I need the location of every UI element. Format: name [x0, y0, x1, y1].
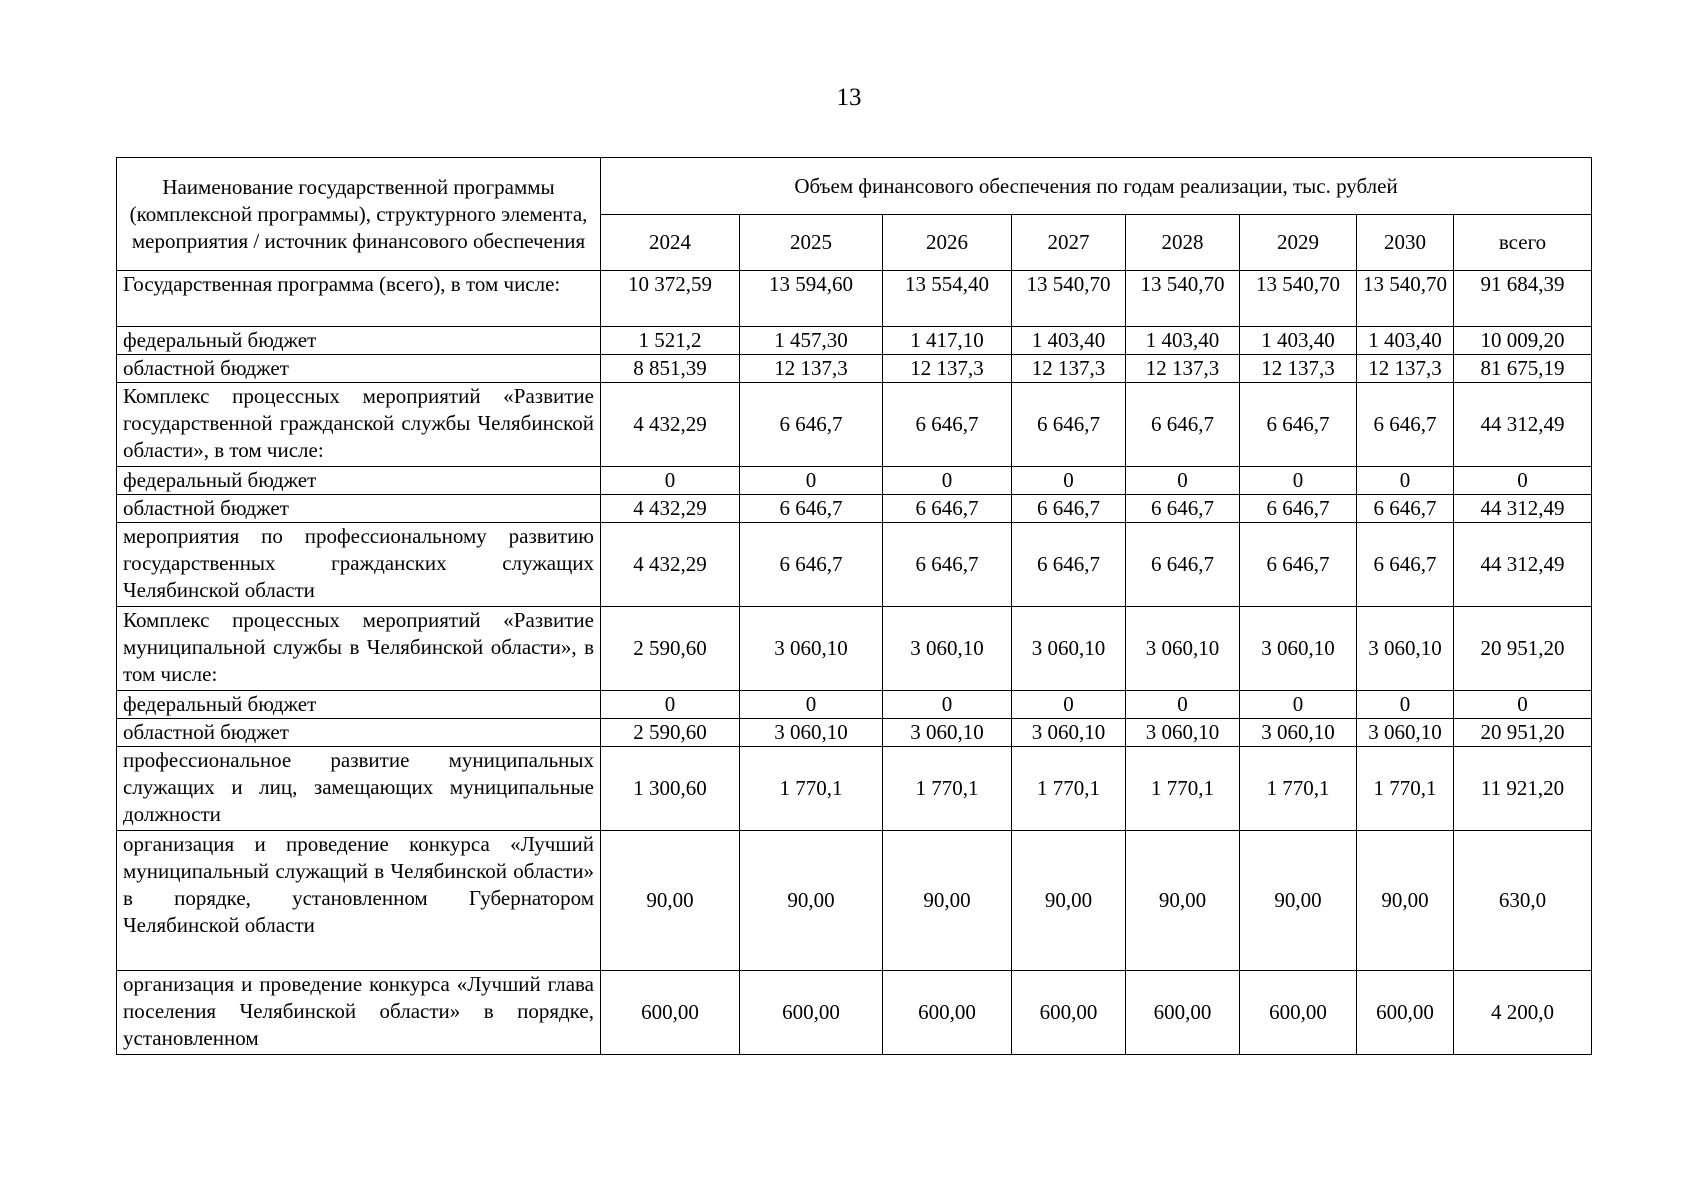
value-cell: 1 457,30: [740, 327, 883, 355]
total-cell: 0: [1454, 691, 1592, 719]
total-cell: 630,0: [1454, 831, 1592, 971]
value-cell: 6 646,7: [1126, 495, 1240, 523]
value-cell: 1 300,60: [601, 747, 740, 831]
value-cell: 12 137,3: [1126, 355, 1240, 383]
value-cell: 3 060,10: [1012, 607, 1126, 691]
value-cell: 12 137,3: [1240, 355, 1357, 383]
value-cell: 6 646,7: [1012, 383, 1126, 467]
value-cell: 600,00: [1126, 971, 1240, 1055]
total-header: всего: [1454, 215, 1592, 271]
value-cell: 6 646,7: [740, 495, 883, 523]
value-cell: 1 770,1: [883, 747, 1012, 831]
value-cell: 3 060,10: [740, 719, 883, 747]
name-column-header: Наименование государственной программы (комплексной программы), структурного элемента, мероприятия / источник финансового обеспечения: [117, 158, 601, 271]
total-cell: 20 951,20: [1454, 607, 1592, 691]
value-cell: 6 646,7: [740, 523, 883, 607]
value-cell: 3 060,10: [1126, 719, 1240, 747]
value-cell: 6 646,7: [883, 495, 1012, 523]
value-cell: 6 646,7: [1126, 383, 1240, 467]
value-cell: 600,00: [1012, 971, 1126, 1055]
row-name: областной бюджет: [117, 355, 601, 383]
total-cell: 44 312,49: [1454, 523, 1592, 607]
value-cell: 90,00: [1126, 831, 1240, 971]
table-row: [117, 971, 1592, 1055]
table-row: [117, 467, 1592, 495]
financing-table: [116, 157, 1592, 1055]
table-row: [117, 607, 1592, 691]
value-cell: 0: [1126, 467, 1240, 495]
total-cell: 10 009,20: [1454, 327, 1592, 355]
value-cell: 12 137,3: [883, 355, 1012, 383]
value-cell: 1 770,1: [740, 747, 883, 831]
value-cell: 6 646,7: [1240, 523, 1357, 607]
value-cell: 0: [1357, 467, 1454, 495]
value-cell: 4 432,29: [601, 523, 740, 607]
value-cell: 1 521,2: [601, 327, 740, 355]
value-cell: 3 060,10: [1126, 607, 1240, 691]
value-cell: 3 060,10: [1012, 719, 1126, 747]
value-cell: 600,00: [601, 971, 740, 1055]
value-cell: 13 540,70: [1240, 271, 1357, 327]
value-cell: 8 851,39: [601, 355, 740, 383]
value-cell: 90,00: [601, 831, 740, 971]
value-cell: 3 060,10: [883, 607, 1012, 691]
table-row: [117, 327, 1592, 355]
value-cell: 0: [740, 691, 883, 719]
year-header: 2029: [1240, 215, 1357, 271]
value-cell: 0: [740, 467, 883, 495]
table-row: [117, 747, 1592, 831]
value-cell: 13 540,70: [1012, 271, 1126, 327]
total-cell: 44 312,49: [1454, 495, 1592, 523]
value-cell: 0: [601, 691, 740, 719]
value-cell: 4 432,29: [601, 383, 740, 467]
row-name: Государственная программа (всего), в том числе:: [117, 271, 601, 327]
value-cell: 6 646,7: [883, 383, 1012, 467]
year-header: 2030: [1357, 215, 1454, 271]
row-name-text: организация и проведение конкурса «Лучший глава поселения Челябинской области» в порядке, установленном: [123, 972, 594, 1050]
value-cell: 1 770,1: [1012, 747, 1126, 831]
value-cell: 6 646,7: [1357, 383, 1454, 467]
value-cell: 600,00: [1357, 971, 1454, 1055]
value-cell: 3 060,10: [1240, 607, 1357, 691]
value-cell: 600,00: [883, 971, 1012, 1055]
year-header: 2027: [1012, 215, 1126, 271]
value-cell: 12 137,3: [740, 355, 883, 383]
value-cell: 12 137,3: [1012, 355, 1126, 383]
value-cell: 0: [1357, 691, 1454, 719]
table-row: [117, 523, 1592, 607]
value-cell: 1 417,10: [883, 327, 1012, 355]
value-cell: 1 403,40: [1240, 327, 1357, 355]
page-number: 13: [836, 84, 862, 111]
value-cell: 1 403,40: [1357, 327, 1454, 355]
year-header: 2028: [1126, 215, 1240, 271]
value-cell: 1 770,1: [1240, 747, 1357, 831]
total-cell: 81 675,19: [1454, 355, 1592, 383]
value-cell: 1 770,1: [1357, 747, 1454, 831]
row-name: областной бюджет: [117, 719, 601, 747]
value-cell: 10 372,59: [601, 271, 740, 327]
value-cell: 0: [883, 467, 1012, 495]
value-cell: 1 770,1: [1126, 747, 1240, 831]
value-cell: 90,00: [1240, 831, 1357, 971]
value-cell: 13 540,70: [1126, 271, 1240, 327]
total-cell: 0: [1454, 467, 1592, 495]
value-cell: 90,00: [1012, 831, 1126, 971]
table-row: [117, 271, 1592, 327]
row-name: [117, 971, 601, 1055]
value-cell: 13 594,60: [740, 271, 883, 327]
value-cell: 0: [1126, 691, 1240, 719]
row-name: областной бюджет: [117, 495, 601, 523]
value-cell: 6 646,7: [740, 383, 883, 467]
total-cell: 4 200,0: [1454, 971, 1592, 1055]
row-name: федеральный бюджет: [117, 691, 601, 719]
value-cell: 0: [601, 467, 740, 495]
value-cell: 2 590,60: [601, 607, 740, 691]
value-cell: 1 403,40: [1012, 327, 1126, 355]
value-cell: 4 432,29: [601, 495, 740, 523]
table-row: [117, 383, 1592, 467]
table-row: [117, 495, 1592, 523]
total-cell: 44 312,49: [1454, 383, 1592, 467]
value-cell: 6 646,7: [1240, 495, 1357, 523]
value-cell: 0: [1240, 467, 1357, 495]
total-cell: 91 684,39: [1454, 271, 1592, 327]
value-cell: 3 060,10: [1357, 719, 1454, 747]
row-name: мероприятия по профессиональному развитию государственных гражданских служащих Челябинской области: [117, 523, 601, 607]
total-cell: 11 921,20: [1454, 747, 1592, 831]
value-cell: 600,00: [1240, 971, 1357, 1055]
value-cell: 6 646,7: [1012, 495, 1126, 523]
table-row: [117, 355, 1592, 383]
value-cell: 90,00: [1357, 831, 1454, 971]
table-row: [117, 831, 1592, 971]
value-cell: 90,00: [740, 831, 883, 971]
value-cell: 6 646,7: [1012, 523, 1126, 607]
value-cell: 90,00: [883, 831, 1012, 971]
value-cell: 13 540,70: [1357, 271, 1454, 327]
value-cell: 3 060,10: [740, 607, 883, 691]
value-cell: 3 060,10: [883, 719, 1012, 747]
value-cell: 6 646,7: [883, 523, 1012, 607]
value-cell: 1 403,40: [1126, 327, 1240, 355]
row-name: Комплекс процессных мероприятий «Развитие муниципальной службы в Челябинской области», в том числе:: [117, 607, 601, 691]
table-row: [117, 719, 1592, 747]
year-header: 2026: [883, 215, 1012, 271]
year-header: 2025: [740, 215, 883, 271]
value-cell: 0: [1240, 691, 1357, 719]
row-name: федеральный бюджет: [117, 467, 601, 495]
value-cell: 6 646,7: [1240, 383, 1357, 467]
value-cell: 0: [1012, 691, 1126, 719]
volume-header: Объем финансового обеспечения по годам реализации, тыс. рублей: [601, 158, 1592, 215]
row-name: Комплекс процессных мероприятий «Развитие государственной гражданской службы Челябинской области», в том числе:: [117, 383, 601, 467]
value-cell: 2 590,60: [601, 719, 740, 747]
value-cell: 0: [1012, 467, 1126, 495]
total-cell: 20 951,20: [1454, 719, 1592, 747]
row-name: организация и проведение конкурса «Лучший муниципальный служащий в Челябинской области» в порядке, установленном Губернатором Челябинской области: [117, 831, 601, 971]
value-cell: 3 060,10: [1357, 607, 1454, 691]
value-cell: 6 646,7: [1357, 495, 1454, 523]
value-cell: 3 060,10: [1240, 719, 1357, 747]
table-row: [117, 691, 1592, 719]
row-name: профессиональное развитие муниципальных служащих и лиц, замещающих муниципальные должности: [117, 747, 601, 831]
value-cell: 6 646,7: [1126, 523, 1240, 607]
year-header: 2024: [601, 215, 740, 271]
value-cell: 6 646,7: [1357, 523, 1454, 607]
value-cell: 0: [883, 691, 1012, 719]
value-cell: 600,00: [740, 971, 883, 1055]
value-cell: 13 554,40: [883, 271, 1012, 327]
row-name: федеральный бюджет: [117, 327, 601, 355]
value-cell: 12 137,3: [1357, 355, 1454, 383]
